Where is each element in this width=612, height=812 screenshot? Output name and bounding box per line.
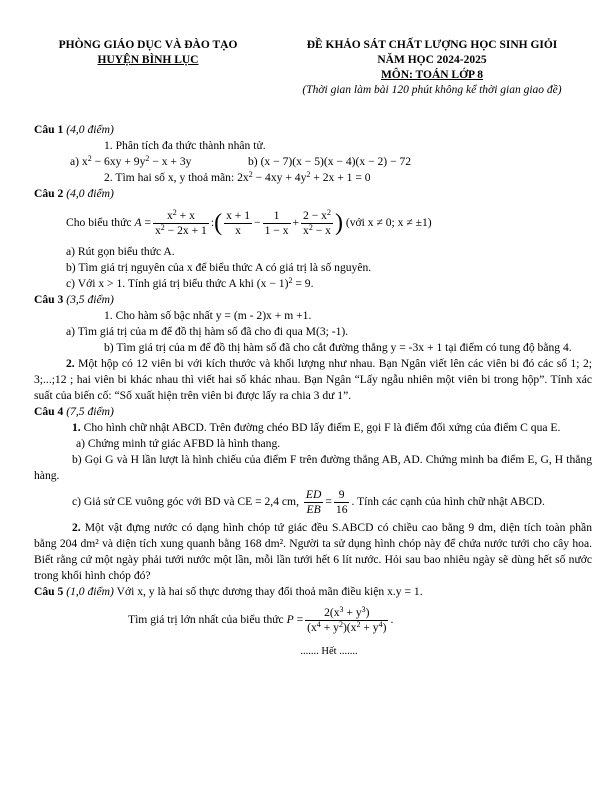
q1-part1: 1. Phân tích đa thức thành nhân tử.	[104, 139, 266, 152]
q3-part1: 1. Cho hàm số bậc nhất y = (m - 2)x + m +1.	[104, 309, 312, 322]
q5-expression: Tìm giá trị lớn nhất của biểu thức P = $\frac{2(x^3 + y^3)}{(x^4 + y^2)(x^2 + y^4)}$ .	[128, 604, 394, 634]
q5-heading: Câu 5 (1,0 điểm) Với x, y là hai số thực dương thay đổi thoả mãn điều kiện x.y = 1.	[34, 585, 423, 598]
q4-item-a: a) Chứng minh tứ giác AFBD là hình thang.	[76, 437, 281, 450]
department-name: PHÒNG GIÁO DỤC VÀ ĐÀO TẠO	[58, 39, 238, 51]
q2-item-c: c) Với x > 1. Tính giá trị biểu thức A khi $(x - 1)^2 = 9$.	[66, 276, 314, 290]
q1-item-a: a) $x^2 - 6xy + 9y^2 - x + 3y$	[70, 154, 192, 168]
end-marker: ....... Hết .......	[300, 646, 358, 657]
q1-heading: Câu 1 (4,0 điểm)	[34, 123, 114, 136]
time-note: (Thời gian làm bài 120 phút không kể thời gian giao đề)	[302, 84, 562, 96]
header-right	[262, 38, 602, 98]
q3-part2: 2. Một hộp có 12 viên bi với kích thước và khối lượng như nhau. Bạn Ngân viết lên các viên bi đó các số 1; 2; 3;...;12 ; hai viên bi khác nhau thì viết hai số khác nhau. Bạn Ngân “Lấy ngẫu nhiên một viên bi trong hộp”. Tính xác suất của biến cố: “Số xuất hiện trên viên bi được lấy ra chia 3 dư 1”.	[34, 357, 592, 402]
q4-part2: 2. Một vật đựng nước có dạng hình chóp tứ giác đều S.ABCD có chiều cao bằng 9 dm, diện tích toàn phần bằng 204 dm² và diện tích xung quanh bằng 168 dm². Người ta sử dụng hình chóp này để chứa nước tưới cho cây hoa. Biết rằng cứ một ngày phải tưới nước một lần, mỗi lần tưới hết 6 lít nước. Hỏi sau bao nhiêu ngày sẽ dùng hết số nước trong khối hình chóp đó?	[34, 521, 592, 582]
district-name: HUYỆN BÌNH LỤC	[97, 54, 199, 66]
q3-item-a: a) Tìm giá trị của m để đồ thị hàm số đã cho đi qua M(3; -1).	[66, 325, 349, 338]
subject: MÔN: TOÁN LỚP 8	[380, 69, 484, 81]
q4-item-c: c) Giả sử CE vuông góc với BD và CE = 2,4 cm, $\frac{ED}{EB}$ = $\frac{9}{16}$ . Tính các cạnh của hình chữ nhật ABCD.	[72, 487, 545, 516]
school-year: NĂM HỌC 2024-2025	[377, 54, 487, 66]
q4-item-b: b) Gọi G và H lần lượt là hình chiếu của điểm F trên đường thẳng AB, AD. Chứng minh ba điểm E, G, H thẳng hàng.	[34, 453, 592, 482]
q4-heading: Câu 4 (7,5 điểm)	[34, 405, 114, 418]
q1-part2: 2. Tìm hai số x, y thoả mãn: $2x^2 - 4xy + 4y^2 + 2x + 1 = 0$	[104, 170, 371, 184]
q1-item-b: b) (x − 7)(x − 5)(x − 4)(x − 2) − 72	[248, 155, 412, 168]
q2-heading: Câu 2 (4,0 điểm)	[34, 187, 114, 200]
exam-title: ĐỀ KHẢO SÁT CHẤT LƯỢNG HỌC SINH GIỎI	[306, 39, 558, 51]
q1-part1-items	[66, 154, 592, 170]
header-left	[38, 38, 258, 68]
q2-item-a: a) Rút gọn biểu thức A.	[66, 245, 175, 258]
exam-body	[34, 122, 592, 660]
q3-item-b: b) Tìm giá trị của m để đồ thị hàm số đã cho cắt đường thẳng y = -3x + 1 tại điểm có tung độ bằng 4.	[104, 341, 572, 354]
q2-expression: Cho biểu thức A = $\frac{x^2 + x}{x^2 - 2x + 1}$ : ( $\frac{x + 1}{x}$ − $\frac{1}{1 - x}$ + $\frac{2 - x^2}{x^2 - x}$ ) (với x ≠ 0; x ≠ ±1)	[66, 207, 432, 237]
q4-part1: 1. Cho hình chữ nhật ABCD. Trên đường chéo BD lấy điểm E, gọi F là điểm đối xứng của điểm C qua E.	[72, 421, 561, 434]
q3-heading: Câu 3 (3,5 điểm)	[34, 293, 114, 306]
q2-item-b: b) Tìm giá trị nguyên của x để biểu thức A có giá trị là số nguyên.	[66, 261, 372, 274]
